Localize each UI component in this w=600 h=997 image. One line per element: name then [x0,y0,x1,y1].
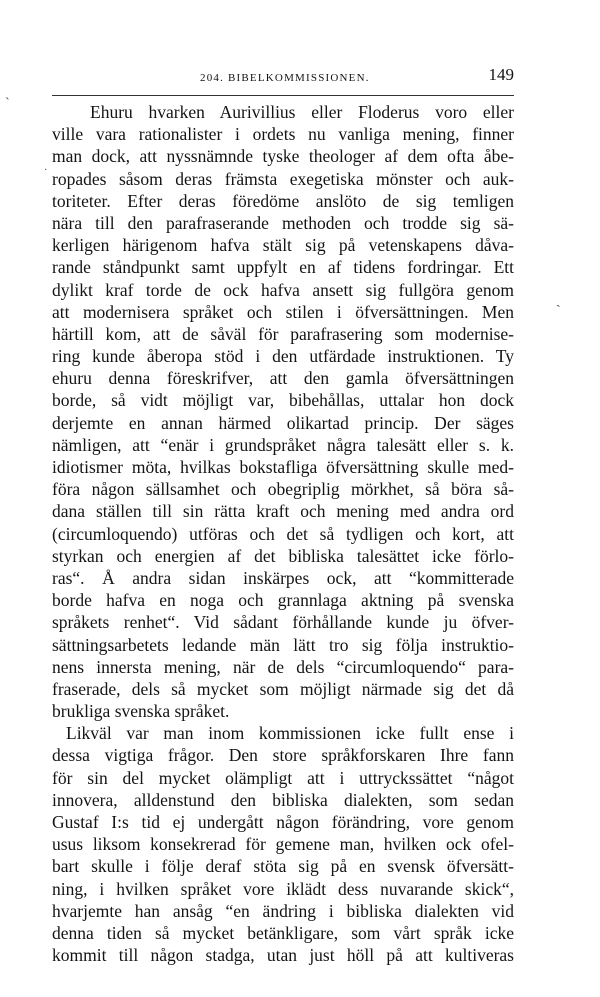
text-line: Likväl var man inom kommissionen icke fullt ense i [66,723,514,744]
text-line: härtill kom, att de såväl för parafrasering som modernise- [52,323,514,344]
text-line: styrkan och energien af det bibliska talesättet icke förlo- [52,545,514,566]
text-line: sättningsarbetets ledande män lätt tro sig följa instruktio- [52,634,514,655]
text-line: Ehuru hvarken Aurivillius eller Floderus voro eller [90,102,514,122]
text-line: dessa vigtiga frågor. Den store språkforskaren Ihre fann [52,745,514,766]
text-line: usus liksom konsekrerad för gemene man, hvilken ock ofel- [52,834,514,855]
text-line: ring kunde åberopa stöd i den utfärdade instruktionen. Ty [52,346,514,367]
text-line: borde hafva en noga och grannlaga aktning på svenska [52,590,514,611]
header-title: 204. BIBELKOMMISSIONEN. [200,72,370,84]
text-line: för sin del mycket olämpligt att i uttryckssättet “något [52,767,514,788]
text-line: ropades såsom deras främsta exegetiska mönster och auk- [52,168,514,189]
page-number: 149 [488,65,514,84]
text-line: nens innersta mening, när de dels “circumloquendo“ para- [52,656,514,677]
text-line: språkets renhet“. Vid sådant förhållande kunde ju öfver- [52,612,514,633]
running-header [52,64,514,90]
text-line: toriteter. Efter deras föredöme anslöto de sig temligen [52,190,514,211]
text-line: denna tiden så mycket betänkligare, som vårt språk icke [52,922,514,943]
margin-speck: ˋ [5,96,10,111]
text-line: kerligen härigenom hafva stält sig på vetenskapens dåva- [52,235,514,256]
text-line: rande ståndpunkt samt uppfylt en af tidens fordringar. Ett [52,257,514,278]
text-line: derjemte en annan härmed olikartad princip. Der säges [52,412,514,433]
text-line: ehuru denna föreskrifver, att den gamla öfversättningen [52,368,514,389]
text-line: dana ställen till sin rätta kraft och mening med andra ord [52,501,514,522]
text-line: innovera, alldenstund den bibliska dialekten, som sedan [52,789,514,810]
text-line: hvarjemte han ansåg “en ändring i bibliska dialekten vid [52,900,514,921]
text-line: föra någon sällsamhet och obegriplig mörkhet, så böra så- [52,479,514,500]
paragraph-1 [52,101,514,722]
text-line: Gustaf I:s tid ej undergått någon förändring, vore genom [52,812,514,832]
text-line: nämligen, att “enär i grundspråket några talesätt eller s. k. [52,434,514,455]
text-line: borde, så vidt möjligt var, bibehållas, uttalar hon dock [52,390,514,411]
margin-speck: ˎ [556,293,561,308]
text-line: brukliga svenska språket. [52,701,230,722]
text-line: nära till den parafraserande methoden och trodde sig sä- [52,212,514,233]
text-line: fraserade, dels så mycket som möjligt närmade sig det då [52,678,514,699]
text-line: bart skulle i följe deraf stöta sig på en svensk öfversätt- [52,856,514,877]
header-rule [52,95,514,96]
text-line: kommit till någon stadga, utan just höll på att kultiveras [52,945,514,966]
body-text [52,101,514,966]
text-line: man dock, att nyssnämnde tyske theologer af dem ofta åbe- [52,146,514,167]
text-line: ville vara rationalister i ordets nu vanliga mening, finner [52,124,514,145]
text-line: att modernisera språket och stilen i öfversättningen. Men [52,301,514,322]
text-line: dylikt kraf torde de ock hafva ansett sig fullgöra genom [52,279,514,300]
margin-dot: · [44,165,48,176]
text-line: (circumloquendo) utföras och det så tydligen och kort, att [52,523,514,544]
text-line: idiotismer möta, hvilkas bokstafliga öfversättning skulle med- [52,457,514,477]
paragraph-2 [52,722,514,966]
text-line: ras“. Å andra sidan inskärpes ock, att “kommitterade [52,567,514,588]
text-line: ning, i hvilken språket vore iklädt dess nuvarande skick“, [52,878,514,899]
